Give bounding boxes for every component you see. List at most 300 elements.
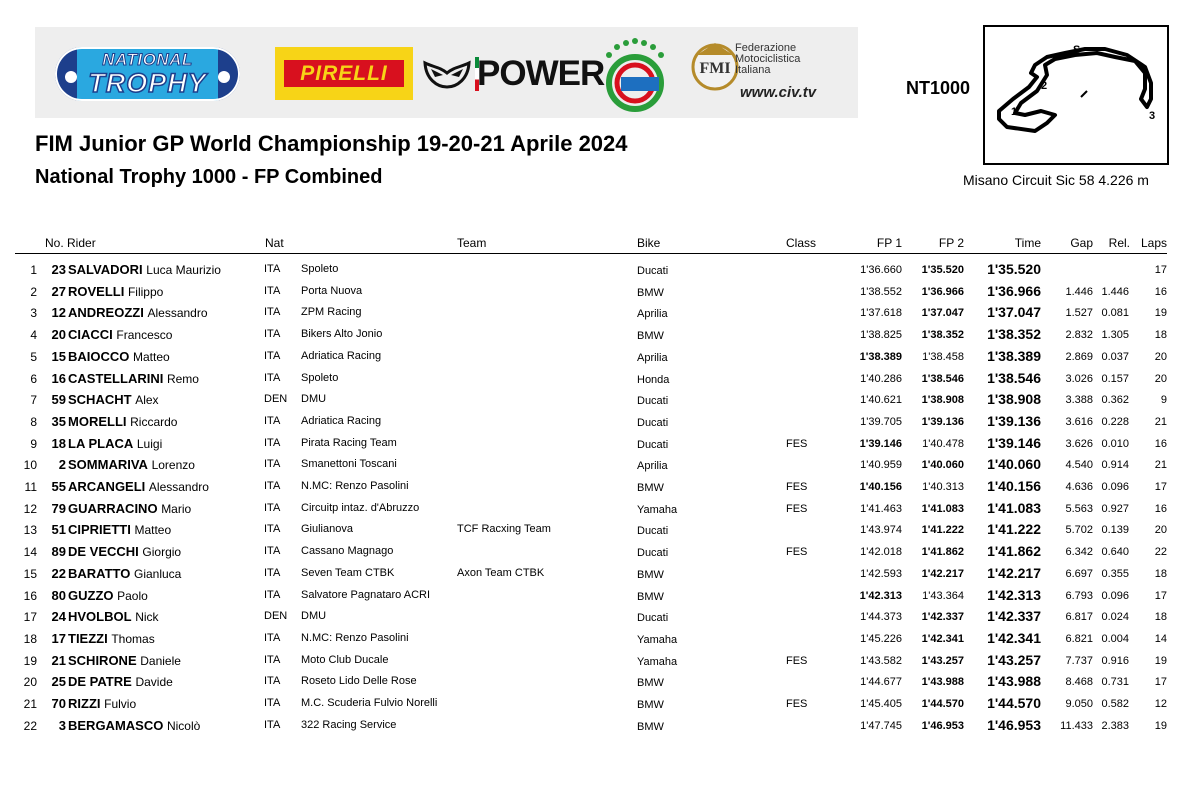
class-code: NT1000 — [906, 78, 971, 98]
fmi-text-line2: Motociclistica — [735, 53, 801, 65]
rider-firstname: Alessandro — [147, 306, 208, 321]
rider-firstname: Remo — [166, 371, 199, 386]
number-cell: 80 — [51, 587, 66, 603]
gap-cell: 6.342 — [1065, 546, 1093, 559]
fp1-cell: 1'38.552 — [860, 285, 902, 298]
club-cell: DMU — [301, 610, 327, 623]
time-cell: 1'38.908 — [987, 391, 1041, 408]
laps-cell: 20 — [1154, 524, 1167, 537]
club-cell: Cassano Magnago — [301, 545, 394, 558]
laps-cell: 17 — [1154, 481, 1167, 493]
gap-cell: 1.527 — [1065, 307, 1093, 320]
club-cell: DMU — [301, 393, 327, 406]
rel-cell: 0.024 — [1101, 611, 1129, 624]
bike-cell: Ducati — [637, 416, 669, 429]
bike-cell: Aprilia — [637, 351, 668, 364]
laps-cell: 16 — [1154, 437, 1167, 450]
bike-cell: Ducati — [637, 525, 669, 538]
table-row — [0, 628, 1197, 649]
time-cell: 1'38.546 — [987, 369, 1041, 386]
bike-cell: Yamaha — [637, 503, 678, 516]
nat-cell: ITA — [264, 653, 281, 666]
number-cell: 51 — [51, 522, 66, 538]
fp2-cell: 1'42.217 — [921, 567, 964, 580]
rider-surname: BERGAMASCO — [68, 717, 164, 733]
pos-cell: 11 — [24, 480, 37, 494]
rel-cell: 0.096 — [1101, 589, 1129, 602]
rel-cell: 0.139 — [1101, 524, 1129, 537]
laps-cell: 18 — [1154, 611, 1167, 624]
rider-surname: DE VECCHI — [68, 544, 139, 560]
fp2-cell: 1'38.458 — [922, 350, 964, 363]
svg-text:FMI: FMI — [699, 60, 731, 77]
pos-cell: 8 — [30, 414, 37, 429]
col-class: Class — [786, 236, 817, 250]
rider-surname: BARATTO — [68, 565, 131, 581]
club-cell: Spoleto — [301, 263, 339, 275]
club-cell: ZPM Racing — [301, 306, 362, 319]
pos-cell: 12 — [23, 501, 37, 516]
fp1-cell: 1'39.705 — [860, 415, 902, 428]
laps-cell: 21 — [1154, 415, 1167, 428]
laps-cell: 18 — [1154, 329, 1167, 342]
nat-cell: ITA — [264, 523, 281, 536]
bike-cell: Ducati — [637, 612, 669, 625]
rider-name — [68, 609, 159, 624]
table-row — [0, 606, 1197, 627]
table-row — [0, 585, 1197, 606]
gap-cell: 3.026 — [1065, 372, 1093, 385]
laps-cell: 9 — [1160, 394, 1167, 407]
team-cell: Axon Team CTBK — [457, 566, 545, 579]
rider-surname: SCHIRONE — [68, 652, 137, 668]
number-cell: 21 — [51, 652, 66, 668]
page-subtitle: National Trophy 1000 - FP Combined — [35, 166, 383, 188]
gap-cell: 2.869 — [1065, 350, 1093, 363]
rider-firstname: Luca Maurizio — [146, 263, 221, 277]
rider-firstname: Giorgio — [142, 545, 182, 560]
fp1-cell: 1'41.463 — [860, 502, 902, 515]
rel-cell: 0.640 — [1101, 546, 1129, 559]
fp1-cell: 1'42.313 — [859, 589, 902, 602]
fp1-cell: 1'39.146 — [859, 437, 902, 450]
col-fp1: FP 1 — [876, 236, 902, 250]
rel-cell: 0.582 — [1101, 698, 1129, 710]
bike-cell: BMW — [637, 286, 664, 299]
col-bike: Bike — [637, 236, 661, 250]
circuit-track-icon — [985, 27, 1167, 163]
pos-cell: 19 — [23, 653, 37, 668]
nat-cell: ITA — [264, 631, 281, 644]
rider-surname: MORELLI — [68, 413, 127, 429]
time-cell: 1'43.988 — [987, 673, 1041, 690]
laps-cell: 19 — [1154, 719, 1167, 732]
rider-name — [68, 349, 170, 364]
fp2-cell: 1'46.953 — [921, 719, 964, 732]
rider-surname: CIPRIETTI — [68, 522, 131, 538]
rider-name — [68, 696, 136, 711]
pos-cell: 2 — [30, 284, 37, 299]
gap-cell: 1.446 — [1065, 285, 1093, 298]
bike-cell: Honda — [637, 373, 670, 386]
pos-cell: 10 — [23, 458, 37, 473]
bike-cell: Aprilia — [637, 308, 668, 321]
laps-cell: 20 — [1154, 372, 1167, 385]
club-cell: Giulianova — [301, 523, 353, 536]
number-cell: 20 — [51, 327, 66, 343]
fp1-cell: 1'37.618 — [860, 307, 902, 320]
fp2-cell: 1'36.966 — [921, 285, 964, 298]
col-nat: Nat — [265, 236, 284, 250]
laps-cell: 20 — [1154, 350, 1167, 363]
number-cell: 89 — [51, 544, 66, 560]
col-rel: Rel. — [1108, 236, 1130, 250]
number-cell: 16 — [51, 370, 66, 386]
fp1-cell: 1'43.582 — [860, 654, 902, 667]
fp1-cell: 1'42.593 — [860, 567, 902, 580]
class-cell: FES — [786, 437, 808, 450]
rider-surname: GUZZO — [68, 587, 114, 603]
national-trophy-line2: TROPHY — [88, 68, 207, 98]
pos-cell: 20 — [23, 675, 37, 690]
rider-firstname: Thomas — [111, 631, 155, 646]
fp1-cell: 1'40.156 — [859, 481, 902, 493]
rider-name — [68, 392, 159, 407]
nat-cell: ITA — [264, 284, 281, 297]
club-cell: Circuitp intaz. d'Abruzzo — [301, 501, 420, 514]
nat-cell: ITA — [264, 349, 281, 362]
fp2-cell: 1'38.908 — [921, 394, 964, 407]
nat-cell: ITA — [264, 263, 281, 275]
bike-cell: BMW — [637, 590, 664, 603]
corner-label-1: 1 — [1011, 106, 1018, 118]
col-laps: Laps — [1140, 236, 1167, 250]
pos-cell: 5 — [30, 349, 37, 364]
club-cell: Seven Team CTBK — [301, 566, 395, 579]
club-cell: Pirata Racing Team — [301, 436, 397, 449]
table-row — [0, 433, 1197, 454]
time-cell: 1'39.136 — [987, 412, 1041, 429]
pos-cell: 7 — [30, 393, 37, 408]
rider-name — [68, 653, 181, 668]
gap-cell: 6.821 — [1065, 632, 1093, 645]
rider-surname: SOMMARIVA — [68, 457, 148, 473]
corner-label-2: 2 — [1041, 80, 1048, 92]
laps-cell: 17 — [1154, 676, 1167, 689]
rider-surname: RIZZI — [68, 696, 101, 711]
fp1-cell: 1'40.959 — [860, 459, 902, 472]
rider-name — [68, 305, 208, 320]
gap-cell: 3.626 — [1065, 437, 1093, 450]
bike-cell: BMW — [637, 699, 664, 711]
gap-cell: 4.636 — [1065, 481, 1093, 493]
rider-firstname: Luigi — [136, 436, 163, 451]
rider-firstname: Gianluca — [133, 566, 182, 581]
pos-cell: 4 — [30, 328, 37, 343]
fp1-cell: 1'38.389 — [859, 350, 902, 363]
rider-surname: GUARRACINO — [68, 500, 158, 516]
col-time: Time — [1014, 236, 1041, 250]
club-cell: Smanettoni Toscani — [301, 458, 397, 471]
class-cell: FES — [786, 502, 808, 515]
gap-cell: 2.832 — [1065, 329, 1093, 342]
nat-cell: DEN — [264, 393, 288, 406]
rider-firstname: Alessandro — [148, 480, 209, 494]
nat-cell: ITA — [264, 697, 281, 709]
rider-name — [68, 371, 199, 386]
col-fp2: FP 2 — [938, 236, 964, 250]
fmi-text-line3: Italiana — [735, 64, 771, 76]
rider-surname: HVOLBOL — [68, 609, 132, 625]
bike-cell: Ducati — [637, 395, 669, 408]
club-cell: Adriatica Racing — [301, 414, 382, 427]
national-trophy-line1: NATIONAL — [102, 50, 193, 69]
gap-cell: 7.737 — [1065, 654, 1093, 667]
fp2-cell: 1'43.364 — [922, 589, 964, 602]
number-cell: 35 — [51, 413, 66, 429]
gap-cell: 3.388 — [1065, 394, 1093, 407]
fp2-cell: 1'40.060 — [921, 459, 964, 472]
club-cell: Salvatore Pagnataro ACRI — [301, 588, 431, 601]
rider-surname: ANDREOZZI — [68, 305, 144, 321]
laps-cell: 17 — [1154, 589, 1167, 602]
col-gap: Gap — [1070, 236, 1093, 250]
rel-cell: 0.362 — [1101, 394, 1129, 407]
fp2-cell: 1'35.520 — [921, 264, 964, 276]
gap-cell: 5.702 — [1065, 524, 1093, 537]
nat-cell: ITA — [264, 328, 281, 341]
nat-cell: ITA — [264, 675, 281, 688]
table-header — [0, 236, 1197, 254]
bike-cell: BMW — [637, 720, 664, 733]
team-cell: TCF Racxing Team — [457, 523, 551, 536]
rel-cell: 0.228 — [1101, 415, 1129, 428]
time-cell: 1'42.341 — [987, 629, 1041, 646]
rider-surname: TIEZZI — [68, 630, 108, 646]
bike-cell: Yamaha — [637, 633, 678, 646]
class-cell: FES — [786, 654, 808, 667]
club-cell: Roseto Lido Delle Rose — [301, 675, 417, 688]
fp2-cell: 1'41.083 — [921, 502, 964, 515]
laps-cell: 16 — [1154, 502, 1167, 515]
rider-firstname: Fulvio — [104, 697, 137, 711]
pos-cell: 18 — [23, 631, 37, 646]
number-cell: 79 — [51, 500, 66, 516]
rider-firstname: Riccardo — [130, 414, 178, 429]
laps-cell: 19 — [1154, 654, 1167, 667]
civ-url[interactable]: www.civ.tv — [740, 84, 817, 101]
number-cell: 17 — [51, 630, 66, 646]
corner-label-3: 3 — [1149, 110, 1156, 122]
time-cell: 1'38.352 — [987, 326, 1041, 343]
class-cell: FES — [786, 481, 808, 493]
rider-name — [68, 674, 173, 689]
rider-firstname: Nicolò — [166, 718, 201, 733]
fp1-cell: 1'45.405 — [860, 698, 902, 710]
time-cell: 1'35.520 — [987, 261, 1041, 277]
nat-cell: ITA — [264, 480, 281, 492]
club-cell: Adriatica Racing — [301, 349, 382, 362]
fmi-text-line1: Federazione — [735, 42, 797, 54]
rel-cell: 0.037 — [1101, 350, 1129, 363]
table-row — [0, 671, 1197, 692]
club-cell: M.C. Scuderia Fulvio Norelli — [301, 697, 438, 709]
pos-cell: 15 — [23, 566, 37, 581]
fp2-cell: 1'40.313 — [922, 481, 964, 493]
club-cell: N.MC: Renzo Pasolini — [301, 631, 409, 644]
table-row — [0, 715, 1197, 736]
fp2-cell: 1'42.337 — [921, 611, 964, 624]
rider-firstname: Matteo — [134, 523, 172, 538]
pos-cell: 17 — [23, 610, 37, 625]
fp2-cell: 1'37.047 — [921, 307, 964, 320]
rider-name — [68, 522, 171, 537]
table-row — [0, 411, 1197, 432]
nat-cell: ITA — [264, 718, 281, 731]
club-cell: Moto Club Ducale — [301, 653, 389, 666]
rider-name — [68, 631, 155, 646]
rel-cell: 0.914 — [1101, 459, 1129, 472]
rider-surname: SALVADORI — [68, 262, 143, 277]
rider-name — [68, 544, 181, 559]
nat-cell: ITA — [264, 371, 281, 384]
number-cell: 2 — [58, 457, 66, 473]
table-row — [0, 693, 1197, 714]
rider-surname: ROVELLI — [68, 283, 125, 299]
time-cell: 1'43.257 — [987, 651, 1041, 668]
laps-cell: 22 — [1154, 546, 1167, 559]
laps-cell: 17 — [1154, 264, 1167, 276]
rider-firstname: Francesco — [116, 328, 173, 343]
fp1-cell: 1'40.621 — [860, 394, 902, 407]
rider-name — [68, 284, 163, 299]
rider-surname: LA PLACA — [68, 435, 134, 451]
rider-firstname: Mario — [161, 501, 192, 516]
rider-firstname: Alex — [135, 393, 159, 408]
number-cell: 12 — [51, 305, 66, 321]
table-row — [0, 302, 1197, 323]
rel-cell: 0.081 — [1101, 307, 1129, 320]
pos-cell: 9 — [30, 436, 37, 451]
gap-cell: 9.050 — [1065, 698, 1093, 710]
rider-firstname: Nick — [135, 610, 159, 625]
fp1-cell: 1'44.677 — [860, 676, 902, 689]
pos-cell: 1 — [30, 263, 37, 277]
time-cell: 1'37.047 — [987, 304, 1041, 321]
fp2-cell: 1'41.222 — [921, 524, 964, 537]
number-cell: 55 — [51, 479, 66, 494]
bike-cell: Yamaha — [637, 655, 678, 668]
bike-cell: BMW — [637, 677, 664, 690]
nat-cell: ITA — [264, 501, 281, 514]
table-row — [0, 650, 1197, 671]
header-divider — [15, 253, 1167, 254]
rider-name — [68, 457, 195, 472]
fp2-cell: 1'42.341 — [921, 632, 964, 645]
rider-name — [68, 436, 162, 451]
corner-label-s: S — [1073, 44, 1081, 56]
laps-cell: 21 — [1154, 459, 1167, 472]
table-row — [0, 259, 1197, 280]
time-cell: 1'38.389 — [987, 347, 1041, 364]
rider-surname: DE PATRE — [68, 674, 132, 690]
time-cell: 1'40.060 — [987, 456, 1041, 473]
rider-name — [68, 414, 177, 429]
number-cell: 59 — [51, 392, 66, 408]
time-cell: 1'42.217 — [987, 564, 1041, 581]
col-no-rider: No. Rider — [45, 236, 96, 250]
table-row — [0, 368, 1197, 389]
nat-cell: ITA — [264, 566, 281, 579]
fp1-cell: 1'42.018 — [860, 546, 902, 559]
rel-cell: 0.096 — [1101, 481, 1129, 493]
rider-firstname: Davide — [135, 675, 173, 690]
nat-cell: ITA — [264, 545, 281, 558]
circuit-map — [983, 25, 1169, 165]
table-row — [0, 389, 1197, 410]
number-cell: 25 — [51, 674, 66, 690]
gap-cell: 3.616 — [1065, 415, 1093, 428]
club-cell: Bikers Alto Jonio — [301, 328, 383, 341]
laps-cell: 12 — [1154, 698, 1167, 710]
time-cell: 1'46.953 — [987, 716, 1041, 733]
number-cell: 15 — [51, 348, 66, 364]
circuit-info: Misano Circuit Sic 58 4.226 m — [963, 172, 1149, 188]
nat-cell: ITA — [264, 306, 281, 319]
pos-cell: 13 — [23, 523, 37, 538]
rider-surname: CIACCI — [68, 327, 113, 343]
pirelli-logo-text: PIRELLI — [300, 62, 388, 85]
time-cell: 1'41.083 — [987, 499, 1041, 516]
sponsor-banner — [35, 27, 858, 118]
pos-cell: 14 — [23, 545, 37, 560]
table-row — [0, 476, 1197, 497]
rel-cell: 1.446 — [1101, 285, 1129, 298]
bike-cell: Ducati — [637, 438, 669, 451]
fp2-cell: 1'41.862 — [921, 546, 964, 559]
number-cell: 23 — [51, 262, 66, 277]
time-cell: 1'41.222 — [987, 521, 1041, 538]
rider-surname: BAIOCCO — [68, 348, 130, 364]
table-row — [0, 281, 1197, 302]
rider-firstname: Lorenzo — [151, 458, 195, 473]
gap-cell: 5.563 — [1065, 502, 1093, 515]
pos-cell: 16 — [23, 588, 37, 603]
bike-cell: Ducati — [637, 547, 669, 560]
rider-firstname: Paolo — [117, 588, 148, 603]
coni-logo-icon — [595, 33, 675, 113]
rel-cell: 1.305 — [1101, 329, 1129, 342]
rel-cell: 2.383 — [1101, 719, 1129, 732]
gap-cell: 6.817 — [1065, 611, 1093, 624]
number-cell: 22 — [51, 565, 66, 581]
fp1-cell: 1'38.825 — [860, 329, 902, 342]
rider-name — [68, 479, 209, 494]
time-cell: 1'44.570 — [987, 695, 1041, 711]
time-cell: 1'42.337 — [987, 608, 1041, 625]
club-cell: Spoleto — [301, 371, 339, 384]
table-row — [0, 541, 1197, 562]
table-row — [0, 324, 1197, 345]
time-cell: 1'41.862 — [987, 543, 1041, 560]
bike-cell: Ducati — [637, 265, 669, 277]
fp1-cell: 1'43.974 — [860, 524, 902, 537]
fp1-cell: 1'36.660 — [860, 264, 902, 276]
fp2-cell: 1'38.352 — [921, 329, 964, 342]
rel-cell: 0.004 — [1101, 632, 1129, 645]
fp2-cell: 1'40.478 — [922, 437, 964, 450]
nat-cell: ITA — [264, 588, 281, 601]
